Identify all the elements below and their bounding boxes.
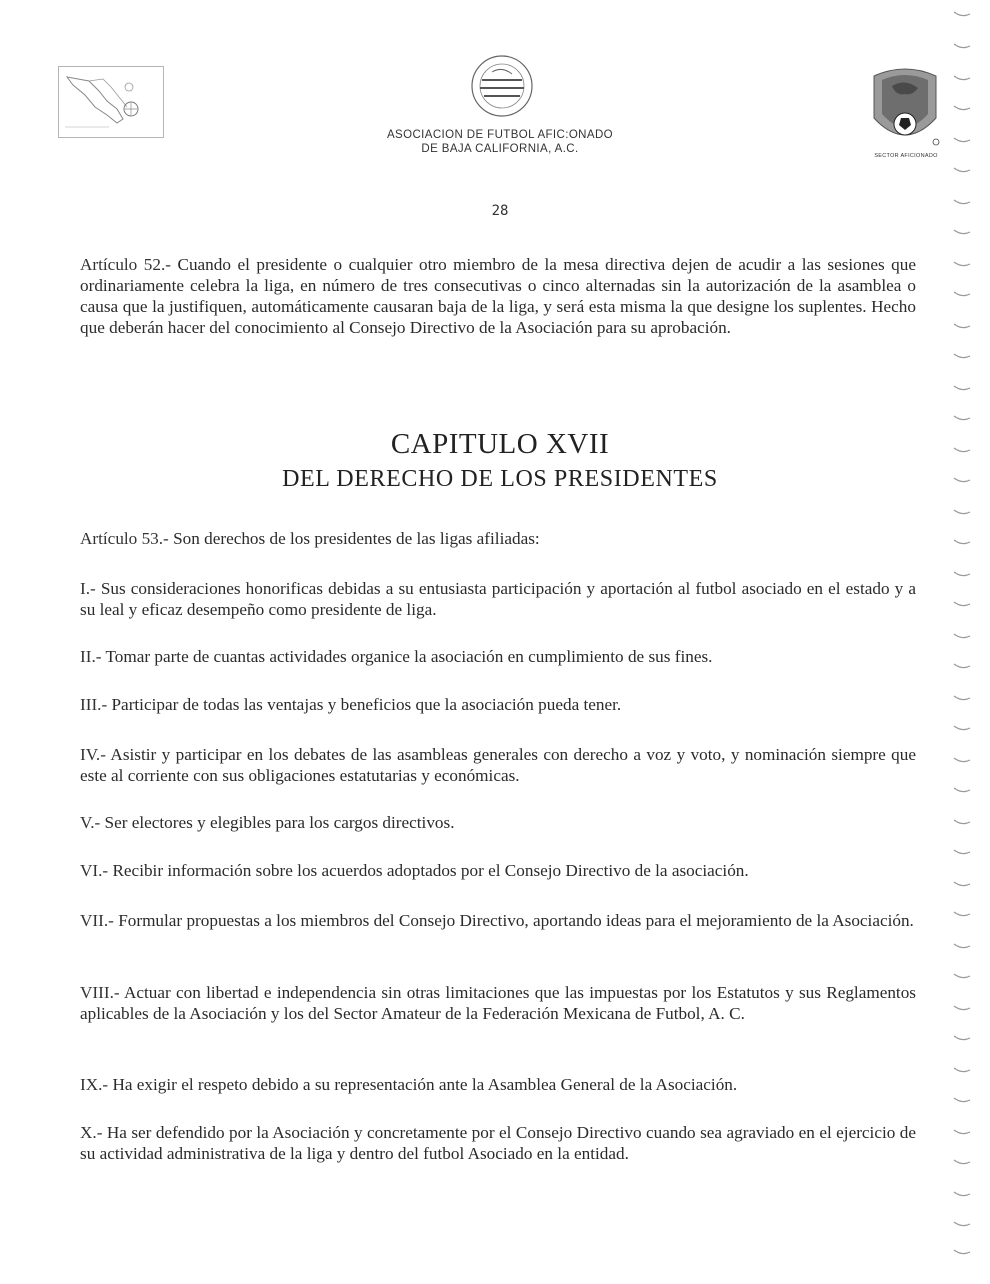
item-text: Sus consideraciones honorificas debidas a su entusiasta participación y aportación al futbol asociado en el estado y a su leal y eficaz desempeño como presidente de liga. <box>80 579 916 619</box>
item-text: Formular propuestas a los miembros del Consejo Directivo, aportando ideas para el mejoramiento de la Asociación. <box>113 911 914 930</box>
list-item <box>80 1122 916 1164</box>
page-number: 28 <box>491 203 509 219</box>
list-item <box>80 910 916 931</box>
chapter-subtitle: DEL DERECHO DE LOS PRESIDENTES <box>282 466 718 492</box>
eagle-crest-icon <box>866 60 944 156</box>
item-text: Ser electores y elegibles para los cargos directivos. <box>100 813 455 832</box>
list-item <box>80 646 916 667</box>
item-label: IX.- <box>80 1075 109 1094</box>
list-item <box>80 812 916 833</box>
item-label: II.- <box>80 647 102 666</box>
federation-crest <box>866 60 944 160</box>
item-text: Asistir y participar en los debates de las asambleas generales con derecho a voz y voto, y nominación siempre que este al corriente con sus obligaciones estatutarias y económicas. <box>80 745 916 785</box>
list-item <box>80 982 916 1024</box>
list-item <box>80 578 916 620</box>
item-label: V.- <box>80 813 101 832</box>
binding-marks <box>948 0 978 1280</box>
item-label: X.- <box>80 1123 103 1142</box>
organization-name <box>330 128 670 156</box>
sector-label: SECTOR AFICIONADO <box>874 153 938 159</box>
item-label: VII.- <box>80 911 114 930</box>
item-text: Participar de todas las ventajas y beneficios que la asociación pueda tener. <box>107 695 622 714</box>
list-item <box>80 1074 916 1095</box>
item-label: III.- <box>80 695 108 714</box>
item-label: IV.- <box>80 745 106 764</box>
article-53-label: Artículo 53.- <box>80 529 169 548</box>
list-item <box>80 860 916 881</box>
article-52-label: Artículo 52.- <box>80 255 171 274</box>
binding-hole-icons <box>948 0 978 1280</box>
map-icon <box>59 67 163 137</box>
org-name-line1: ASOCIACION DE FUTBOL AFIC:ONADO <box>386 129 614 141</box>
list-item <box>80 694 916 715</box>
item-text: Recibir información sobre los acuerdos adoptados por el Consejo Directivo de la asociación. <box>108 861 749 880</box>
baja-california-map-logo <box>58 66 164 138</box>
item-label: VIII.- <box>80 983 120 1002</box>
item-text: Tomar parte de cuantas actividades organice la asociación en cumplimiento de sus fines. <box>101 647 713 666</box>
list-item <box>80 744 916 786</box>
org-name-line2: DE BAJA CALIFORNIA, A.C. <box>421 143 579 155</box>
association-emblem <box>462 52 542 120</box>
article-52-text: Cuando el presidente o cualquier otro miembro de la mesa directiva dejen de acudir a las sesiones que ordinariamente celebra la liga, en número de tres consecutivas o cinco alternadas sin la autorización de la asamblea o causa que la justifiquen, automáticamente causaran baja de la liga, y será esta misma la que designe los suplentes. Hecho que deberán hacer del conocimiento al Consejo Directivo de la Asociación para su aprobación. <box>80 255 916 337</box>
chapter-title: CAPITULO XVII <box>390 428 610 460</box>
article-52 <box>80 254 916 338</box>
item-label: I.- <box>80 579 96 598</box>
item-text: Ha ser defendido por la Asociación y concretamente por el Consejo Directivo cuando sea agraviado en el ejercicio de su actividad administrativa de la liga y dentro del futbol Asociado en la entidad. <box>80 1123 916 1163</box>
article-53 <box>80 528 916 549</box>
item-text: Ha exigir el respeto debido a su representación ante la Asamblea General de la Asociación. <box>108 1075 738 1094</box>
item-label: VI.- <box>80 861 109 880</box>
article-53-text: Son derechos de los presidentes de las ligas afiliadas: <box>168 529 540 548</box>
item-text: Actuar con libertad e independencia sin otras limitaciones que las impuestas por los Estatutos y sus Reglamentos aplicables de la Asociación y los del Sector Amateur de la Federación Mexicana de Futbol, A. C. <box>80 983 916 1023</box>
soccer-emblem-icon <box>462 52 542 120</box>
